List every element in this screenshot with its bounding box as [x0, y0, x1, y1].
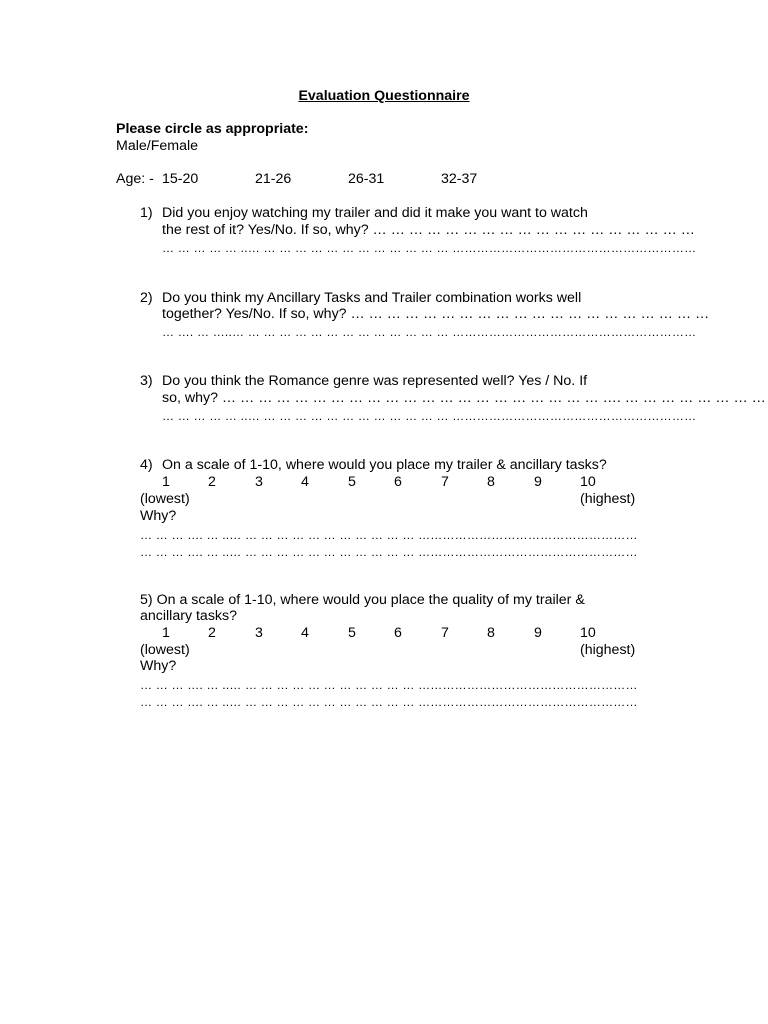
question-5-text-1: On a scale of 1-10, where would you place the quality of my trailer &: [156, 592, 585, 608]
question-5-why: Why?: [140, 658, 177, 674]
question-3-answer-line: … … … … … ..… … … … … … … … … … … … … ……………………………………………………: [162, 409, 697, 423]
scale-value-3: 3: [255, 625, 263, 641]
question-3-text: Do you think the Romance genre was represented well? Yes / No. If: [162, 373, 588, 389]
question-5-answer-line: … … … …. … ..… … … … … … … … … … … … ………………………………………………: [140, 695, 638, 709]
scale-value-4: 4: [301, 474, 309, 490]
scale-value-5: 5: [348, 625, 356, 641]
question-5-answer-line: … … … …. … ..… … … … … … … … … … … … ………………………………………………: [140, 678, 638, 692]
scale-value-10: 10: [580, 625, 596, 641]
age-label: Age: -: [116, 171, 154, 187]
instructions: Please circle as appropriate:: [116, 121, 309, 137]
question-1-text: Did you enjoy watching my trailer and did it make you want to watch: [162, 205, 588, 221]
question-3-number: 3): [140, 373, 153, 389]
scale-value-9: 9: [534, 625, 542, 641]
scale-value-10: 10: [580, 474, 596, 490]
document-title: [0, 88, 768, 105]
age-option-26-31: 26-31: [348, 171, 385, 187]
question-2-answer-line: … …. … …..… … … … … … … … … … … … … … ……………………………………………………: [162, 325, 697, 339]
question-1-number: 1): [140, 205, 153, 221]
question-1-answer-line: … … … … … ..… … … … … … … … … … … … … ……………………………………………………: [162, 241, 697, 255]
scale-value-7: 7: [441, 474, 449, 490]
scale-value-6: 6: [394, 474, 402, 490]
scale-value-8: 8: [487, 625, 495, 641]
question-5-number: 5): [140, 592, 153, 608]
question-2-number: 2): [140, 290, 153, 306]
question-4-text: On a scale of 1-10, where would you place my trailer & ancillary tasks?: [162, 457, 607, 473]
scale-value-4: 4: [301, 625, 309, 641]
scale-value-6: 6: [394, 625, 402, 641]
scale-value-9: 9: [534, 474, 542, 490]
scale-lowest-label: (lowest): [140, 491, 190, 507]
scale-value-3: 3: [255, 474, 263, 490]
question-2-text-2: together? Yes/No. If so, why? … … … … … … … … … … … … … … … … … … … …: [162, 306, 710, 322]
scale-lowest-label: (lowest): [140, 642, 190, 658]
age-option-15-20: 15-20: [162, 171, 199, 187]
scale-value-2: 2: [208, 625, 216, 641]
scale-value-1: 1: [162, 474, 170, 490]
question-2-text: Do you think my Ancillary Tasks and Trailer combination works well: [162, 290, 582, 306]
age-option-32-37: 32-37: [441, 171, 478, 187]
scale-highest-label: (highest): [580, 491, 636, 507]
question-4-why: Why?: [140, 508, 177, 524]
scale-value-1: 1: [162, 625, 170, 641]
scale-value-8: 8: [487, 474, 495, 490]
question-3-text-2: so, why? … … … … … … … … … … … … … … … … … … … … … …. … … … … … … … …: [162, 390, 766, 406]
age-option-21-26: 21-26: [255, 171, 292, 187]
question-4-answer-line: … … … …. … ..… … … … … … … … … … … … ………………………………………………: [140, 528, 638, 542]
question-4-answer-line: … … … …. … ..… … … … … … … … … … … … ………………………………………………: [140, 545, 638, 559]
gender-options: Male/Female: [116, 138, 199, 154]
document-title-text: Evaluation Questionnaire: [298, 88, 470, 104]
scale-value-7: 7: [441, 625, 449, 641]
scale-value-5: 5: [348, 474, 356, 490]
scale-highest-label: (highest): [580, 642, 636, 658]
scale-value-2: 2: [208, 474, 216, 490]
question-5-text: [140, 592, 585, 609]
question-5-text-2: ancillary tasks?: [140, 608, 237, 624]
question-4-number: 4): [140, 457, 153, 473]
question-1-text-2: the rest of it? Yes/No. If so, why? … … … … … … … … … … … … … … … … … …: [162, 222, 695, 238]
